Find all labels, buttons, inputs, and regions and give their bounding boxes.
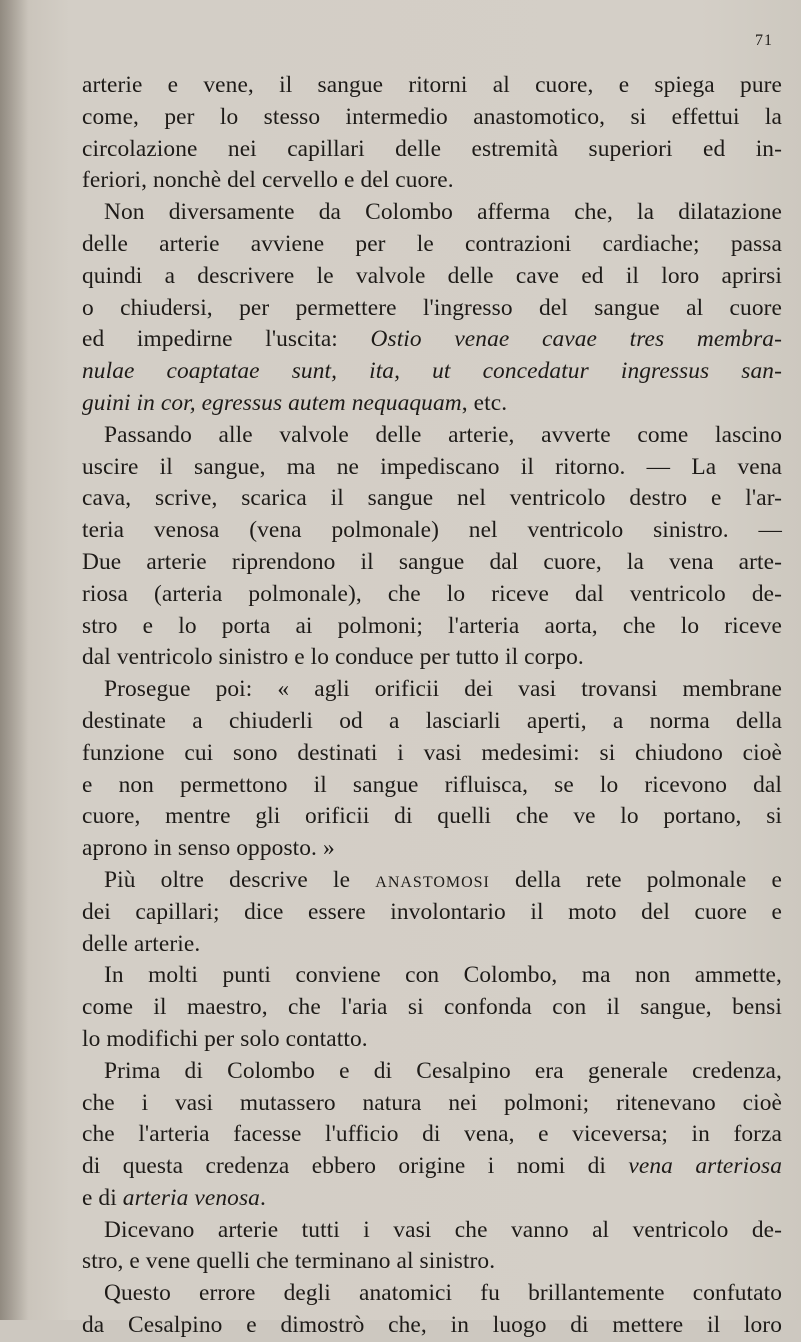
text-span: delle arterie. <box>82 930 201 957</box>
italic-text: vena arteriosa <box>628 1153 783 1180</box>
text-span: cuore, mentre gli orificii di quelli che ve lo portano, si <box>82 803 782 830</box>
body-text <box>82 70 782 1342</box>
text-line <box>82 293 782 325</box>
text-line <box>82 197 782 229</box>
text-span: aprono in senso opposto. » <box>82 835 335 862</box>
text-line <box>82 1024 782 1056</box>
text-span: teria venosa (vena polmonale) nel ventricolo sinistro. — <box>82 517 782 544</box>
text-line <box>82 929 782 961</box>
text-line <box>82 388 782 420</box>
text-line <box>82 770 782 802</box>
text-line <box>82 833 782 865</box>
text-line <box>82 452 782 484</box>
text-line <box>82 134 782 166</box>
text-span: , etc. <box>461 389 508 416</box>
text-line <box>82 261 782 293</box>
text-line <box>82 420 782 452</box>
text-line <box>82 674 782 706</box>
text-line <box>82 102 782 134</box>
text-span: stro e lo porta ai polmoni; l'arteria aorta, che lo riceve <box>82 612 782 639</box>
text-span: dei capillari; dice essere involontario il moto del cuore e <box>82 898 782 925</box>
text-span: In molti punti conviene con Colombo, ma non ammette, <box>104 962 782 989</box>
small-caps-text: anastomosi <box>375 866 490 893</box>
text-span: circolazione nei capillari delle estremità superiori ed in- <box>82 135 782 162</box>
text-line <box>82 1278 782 1310</box>
italic-text: Ostio venae cavae tres membra- <box>370 326 782 353</box>
text-span: Più oltre descrive le <box>104 866 376 893</box>
text-span: delle arterie avviene per le contrazioni cardiache; passa <box>82 230 782 257</box>
text-line <box>82 547 782 579</box>
text-line <box>82 1151 782 1183</box>
text-span: e di <box>82 1184 123 1211</box>
text-span: Due arterie riprendono il sangue dal cuore, la vena arte- <box>82 548 782 575</box>
page-gutter-shadow <box>0 0 28 1320</box>
text-span: lo modifichi per solo contatto. <box>82 1025 368 1052</box>
text-span: da Cesalpino e dimostrò che, in luogo di mettere il loro <box>82 1312 782 1339</box>
text-line <box>82 1246 782 1278</box>
text-line <box>82 801 782 833</box>
text-span: come, per lo stesso intermedio anastomotico, si effettui la <box>82 103 782 130</box>
text-line <box>82 1056 782 1088</box>
text-span: che i vasi mutassero natura nei polmoni; ritenevano cioè <box>82 1089 782 1116</box>
text-span: della rete polmonale e <box>489 866 782 893</box>
text-span: quindi a descrivere le valvole delle cave ed il loro aprirsi <box>82 262 782 289</box>
text-line <box>82 1310 782 1342</box>
text-span: come il maestro, che l'aria si confonda con il sangue, bensi <box>82 994 782 1021</box>
page-number: 71 <box>755 32 773 49</box>
text-line <box>82 229 782 261</box>
text-line <box>82 706 782 738</box>
text-span: Questo errore degli anatomici fu brillantemente confutato <box>104 1280 782 1307</box>
text-span: di questa credenza ebbero origine i nomi di <box>82 1153 629 1180</box>
text-span: Prosegue poi: « agli orificii dei vasi trovansi membrane <box>104 676 782 703</box>
text-line <box>82 992 782 1024</box>
text-line <box>82 738 782 770</box>
text-span: stro, e vene quelli che terminano al sinistro. <box>82 1248 496 1275</box>
text-line <box>82 70 782 102</box>
text-span: riosa (arteria polmonale), che lo riceve dal ventricolo de- <box>82 580 782 607</box>
text-span: destinate a chiuderli od a lasciarli aperti, a norma della <box>82 707 782 734</box>
text-line <box>82 579 782 611</box>
text-line <box>82 324 782 356</box>
text-span: Non diversamente da Colombo afferma che, la dilatazione <box>104 199 782 226</box>
text-span: uscire il sangue, ma ne impediscano il ritorno. — La vena <box>82 453 782 480</box>
text-span: funzione cui sono destinati i vasi medesimi: si chiudono cioè <box>82 739 782 766</box>
text-line <box>82 1088 782 1120</box>
text-span: arterie e vene, il sangue ritorni al cuore, e spiega pure <box>82 72 782 98</box>
text-line <box>82 165 782 197</box>
italic-text: arteria venosa <box>122 1184 260 1211</box>
text-span: Prima di Colombo e di Cesalpino era generale credenza, <box>104 1057 782 1084</box>
text-span: o chiudersi, per permettere l'ingresso del sangue al cuore <box>82 294 782 321</box>
text-span: Passando alle valvole delle arterie, avverte come lascino <box>104 421 782 448</box>
text-line <box>82 356 782 388</box>
italic-text: nulae coaptatae sunt, ita, ut concedatur ingressus san- <box>82 358 782 385</box>
text-line <box>82 897 782 929</box>
text-line <box>82 960 782 992</box>
text-line <box>82 611 782 643</box>
text-line <box>82 865 782 897</box>
text-span: e non permettono il sangue rifluisca, se lo ricevono dal <box>82 771 782 798</box>
text-span: feriori, nonchè del cervello e del cuore. <box>82 167 454 194</box>
text-line <box>82 1215 782 1247</box>
text-span: cava, scrive, scarica il sangue nel ventricolo destro e l'ar- <box>82 485 782 512</box>
text-line <box>82 642 782 674</box>
text-line <box>82 1119 782 1151</box>
italic-text: guini in cor, egressus autem nequaquam <box>82 389 462 416</box>
text-span: che l'arteria facesse l'ufficio di vena, e viceversa; in forza <box>82 1121 782 1148</box>
text-span: ed impedirne l'uscita: <box>82 326 371 353</box>
text-line <box>82 1183 782 1215</box>
text-span: Dicevano arterie tutti i vasi che vanno al ventricolo de- <box>104 1216 782 1243</box>
text-span: . <box>259 1184 266 1211</box>
text-span: dal ventricolo sinistro e lo conduce per tutto il corpo. <box>82 644 584 671</box>
text-line <box>82 483 782 515</box>
text-line <box>82 515 782 547</box>
